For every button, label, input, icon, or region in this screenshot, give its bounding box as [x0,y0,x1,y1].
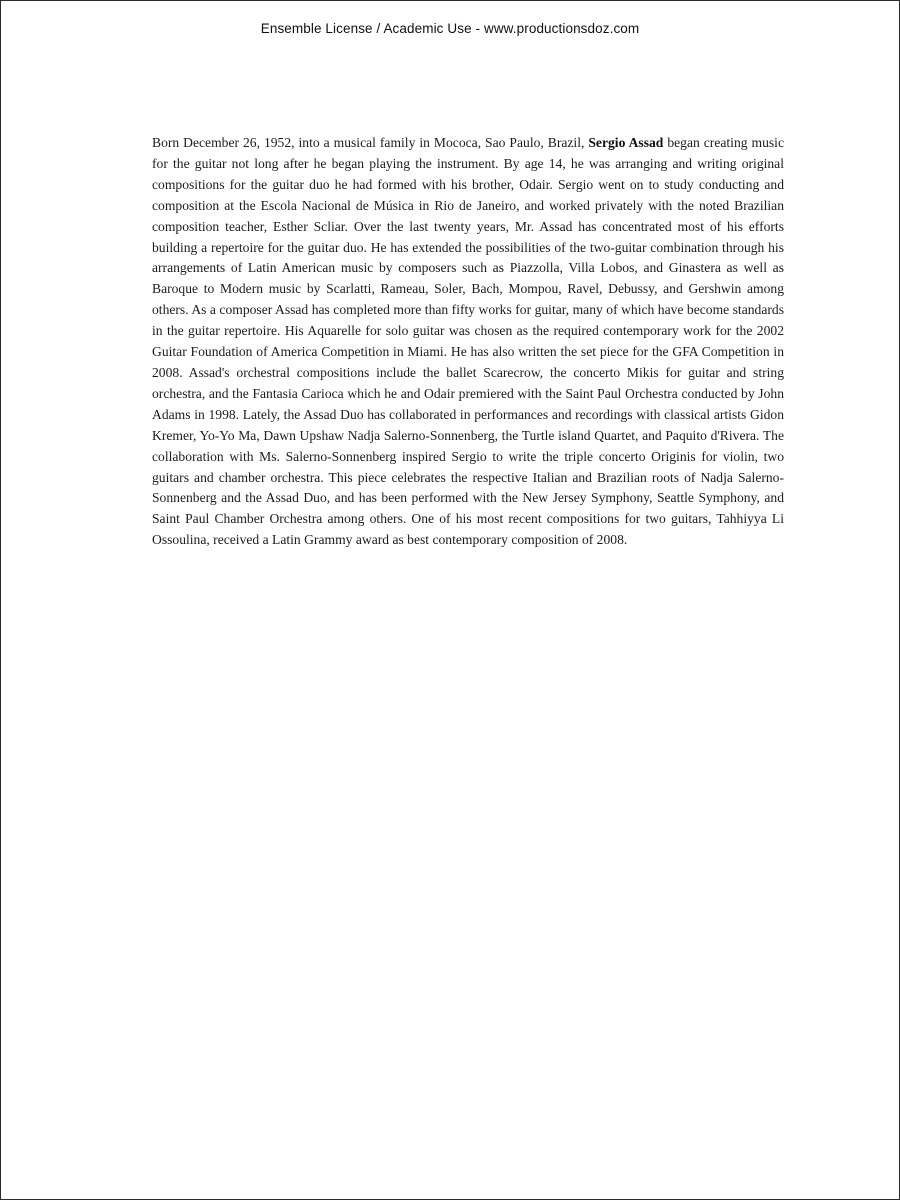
biography-body: began creating music for the guitar not long after he began playing the instrument. By age 14, he was arranging and writing original compositions for the guitar duo he had formed with his brother, Odair. Sergio went on to study conducting and composition at the Escola Nacional de Música in Rio de Janeiro, and worked privately with the noted Brazilian composition teacher, Esther Scliar. Over the last twenty years, Mr. Assad has concentrated most of his efforts building a repertoire for the guitar duo. He has extended the possibilities of the two-guitar combination through his arrangements of Latin American music by composers such as Piazzolla, Villa Lobos, and Ginastera as well as Baroque to Modern music by Scarlatti, Rameau, Soler, Bach, Mompou, Ravel, Debussy, and Gershwin among others. As a composer Assad has completed more than fifty works for guitar, many of which have become standards in the guitar repertoire. His Aquarelle for solo guitar was chosen as the required contemporary work for the 2002 Guitar Foundation of America Competition in Miami. He has also written the set piece for the GFA Competition in 2008. Assad's orchestral compositions include the ballet Scarecrow, the concerto Mikis for guitar and string orchestra, and the Fantasia Carioca which he and Odair premiered with the Saint Paul Orchestra conducted by John Adams in 1998. Lately, the Assad Duo has collaborated in performances and recordings with classical artists Gidon Kremer, Yo-Yo Ma, Dawn Upshaw Nadja Salerno-Sonnenberg, the Turtle island Quartet, and Paquito d'Rivera. The collaboration with Ms. Salerno-Sonnenberg inspired Sergio to write the triple concerto Originis for violin, two guitars and chamber orchestra. This piece celebrates the respective Italian and Brazilian roots of Nadja Salerno-Sonnenberg and the Assad Duo, and has been performed with the New Jersey Symphony, Seattle Symphony, and Saint Paul Chamber Orchestra among others. One of his most recent compositions for two guitars, Tahhiyya Li Ossoulina, received a Latin Grammy award as best contemporary composition of 2008. [152,135,784,548]
biography-intro: Born December 26, 1952, into a musical family in Mococa, Sao Paulo, Brazil, [152,135,585,150]
biography-paragraph [152,133,784,551]
license-header: Ensemble License / Academic Use - www.productionsdoz.com [260,21,640,36]
composer-name: Sergio Assad [588,135,664,150]
